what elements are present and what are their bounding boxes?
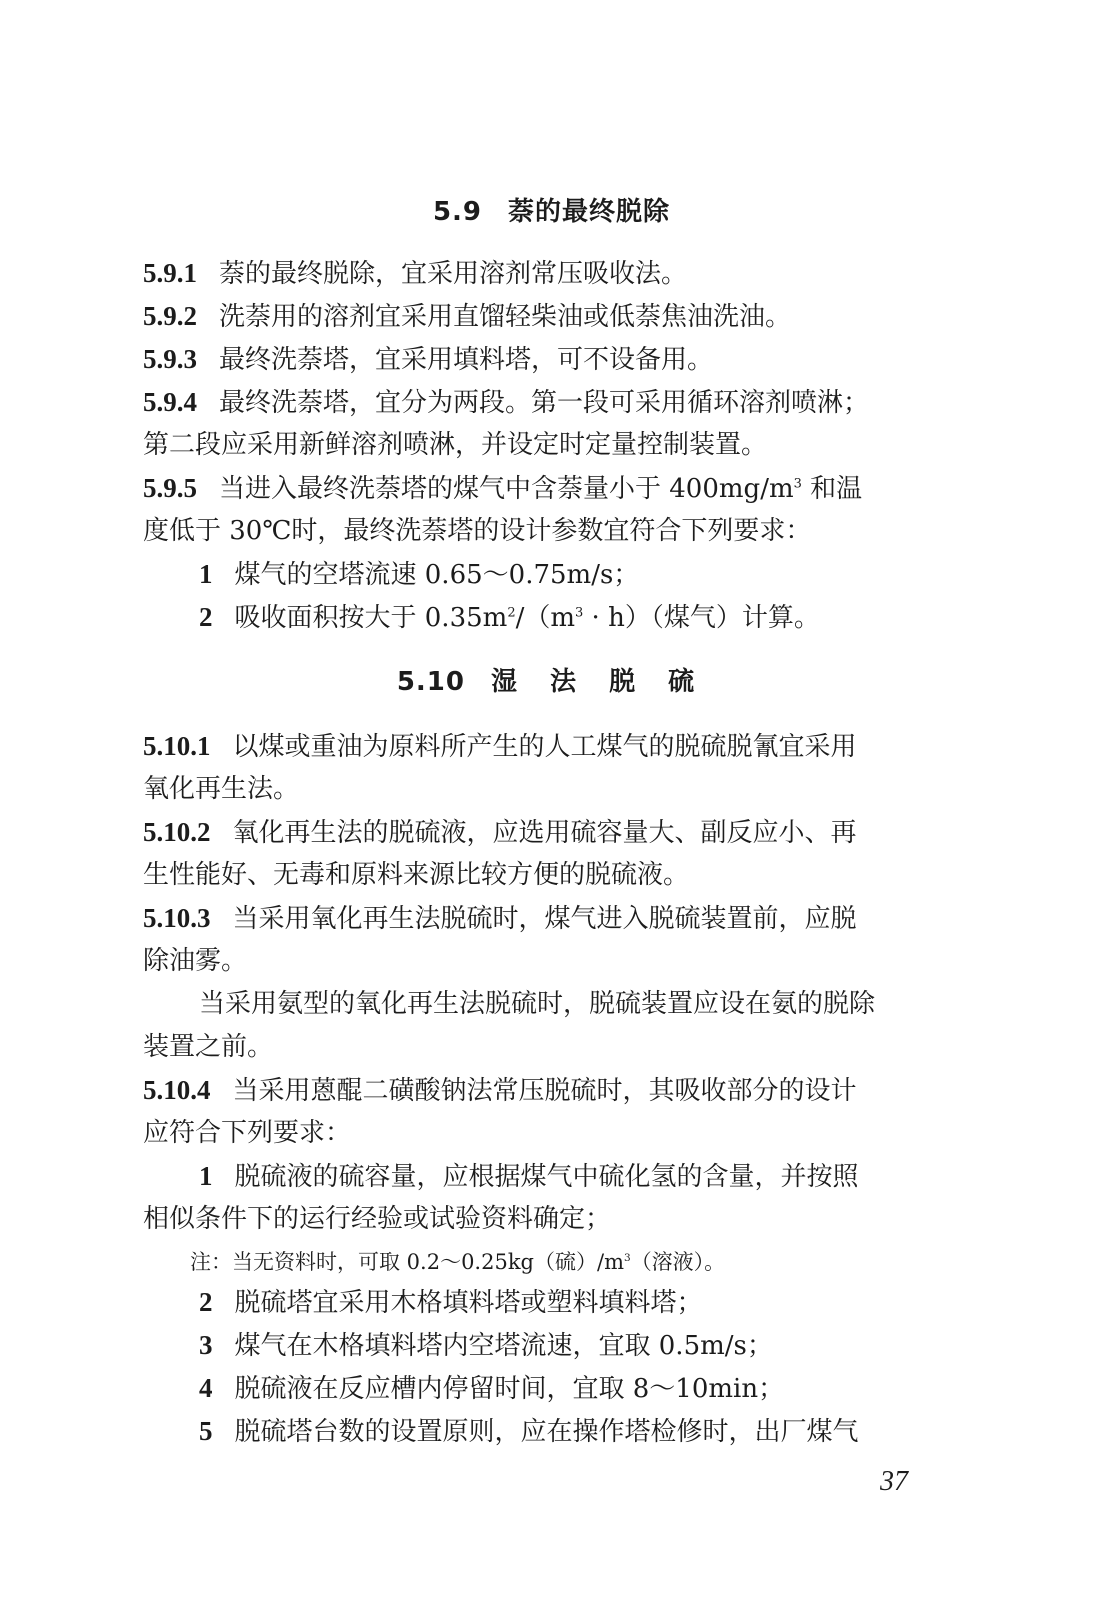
clause-5-10-3-continued <box>143 941 943 981</box>
item-number: 5 <box>199 1416 213 1446</box>
clause-number: 5.9.2 <box>143 301 197 331</box>
item-5-9-5-2 <box>199 597 943 638</box>
section-number: 5.9 <box>432 197 483 227</box>
clause-5-9-5-continued <box>143 511 943 551</box>
clause-text: 当采用蒽醌二磺酸钠法常压脱硫时，其吸收部分的设计 <box>232 1076 857 1106</box>
item-text: /（m <box>515 603 576 633</box>
section-title: 湿 法 脱 硫 <box>491 667 707 697</box>
clause-5-9-4-continued <box>143 425 943 465</box>
clause-5-10-4 <box>143 1070 943 1111</box>
superscript: 2 <box>507 605 516 621</box>
item-5-10-4-4 <box>199 1368 943 1409</box>
clause-number: 5.9.4 <box>143 387 197 417</box>
item-text: 煤气的空塔流速 0.65～0.75m/s； <box>234 560 640 590</box>
clause-text: 洗萘用的溶剂宜采用直馏轻柴油或低萘焦油洗油。 <box>219 302 792 332</box>
item-number: 3 <box>199 1330 213 1360</box>
note-text: 注：当无资料时，可取 0.2～0.25kg（硫）/m <box>190 1250 624 1274</box>
section-heading-5-9 <box>0 192 1103 232</box>
item-number: 2 <box>199 602 213 632</box>
superscript: 3 <box>793 476 802 492</box>
clause-text: 最终洗萘塔，宜采用填料塔，可不设备用。 <box>219 345 714 375</box>
clause-text: 萘的最终脱除，宜采用溶剂常压吸收法。 <box>219 259 688 289</box>
note-text: （溶液）。 <box>630 1250 726 1274</box>
clause-number: 5.10.3 <box>143 903 211 933</box>
clause-5-10-4-continued <box>143 1113 943 1153</box>
clause-text: 应符合下列要求： <box>143 1118 352 1148</box>
clause-5-9-3 <box>143 339 943 380</box>
item-number: 4 <box>199 1373 213 1403</box>
section-title: 萘的最终脱除 <box>508 197 671 227</box>
clause-5-10-3 <box>143 898 943 939</box>
page-number: 37 <box>880 1466 908 1497</box>
clause-text: 生性能好、无毒和原料来源比较方便的脱硫液。 <box>143 860 690 890</box>
clause-text: 度低于 30℃时，最终洗萘塔的设计参数宜符合下列要求： <box>143 516 812 546</box>
section-heading-5-10 <box>0 662 1103 702</box>
clause-5-10-1-continued <box>143 769 943 809</box>
clause-number: 5.10.2 <box>143 817 211 847</box>
clause-text: 第二段应采用新鲜溶剂喷淋，并设定时定量控制装置。 <box>143 430 768 460</box>
item-5-10-4-1-continued <box>143 1199 943 1239</box>
item-text: 脱硫塔宜采用木格填料塔或塑料填料塔； <box>234 1288 703 1318</box>
clause-5-10-2-continued <box>143 855 943 895</box>
clause-text: 装置之前。 <box>143 1032 274 1062</box>
item-text: 脱硫液在反应槽内停留时间，宜取 8～10min； <box>234 1374 785 1404</box>
clause-5-10-1 <box>143 726 943 767</box>
clause-5-10-3-paragraph-2 <box>199 984 943 1024</box>
clause-text: 除油雾。 <box>143 946 248 976</box>
item-text: 相似条件下的运行经验或试验资料确定； <box>143 1204 612 1234</box>
clause-number: 5.9.3 <box>143 344 197 374</box>
item-text: · h）（煤气）计算。 <box>583 603 820 633</box>
clause-text: 当采用氨型的氧化再生法脱硫时，脱硫装置应设在氨的脱除 <box>199 989 876 1019</box>
item-number: 1 <box>199 1161 213 1191</box>
item-text: 脱硫液的硫容量，应根据煤气中硫化氢的含量，并按照 <box>234 1162 859 1192</box>
clause-5-9-2 <box>143 296 943 337</box>
clause-text: 氧化再生法的脱硫液，应选用硫容量大、副反应小、再 <box>232 818 857 848</box>
clause-text: 最终洗萘塔，宜分为两段。第一段可采用循环溶剂喷淋； <box>219 388 870 418</box>
clause-text: 以煤或重油为原料所产生的人工煤气的脱硫脱氰宜采用 <box>232 732 857 762</box>
clause-text: 氧化再生法。 <box>143 774 300 804</box>
clause-number: 5.10.4 <box>143 1075 211 1105</box>
clause-text: 和温 <box>801 474 863 504</box>
item-number: 2 <box>199 1287 213 1317</box>
item-text: 吸收面积按大于 0.35m <box>234 603 508 633</box>
clause-number: 5.9.1 <box>143 258 197 288</box>
item-5-9-5-1 <box>199 554 943 595</box>
item-number: 1 <box>199 559 213 589</box>
section-number: 5.10 <box>396 667 465 697</box>
item-5-10-4-2 <box>199 1282 943 1323</box>
clause-5-10-3-paragraph-2-continued <box>143 1027 943 1067</box>
clause-5-9-1 <box>143 253 943 294</box>
clause-5-9-4 <box>143 382 943 423</box>
clause-number: 5.10.1 <box>143 731 211 761</box>
item-5-10-4-5 <box>199 1411 943 1452</box>
superscript: 3 <box>624 1252 631 1264</box>
clause-5-9-5 <box>143 468 943 509</box>
clause-number: 5.9.5 <box>143 473 197 503</box>
note <box>190 1245 725 1279</box>
item-5-10-4-3 <box>199 1325 943 1366</box>
clause-5-10-2 <box>143 812 943 853</box>
item-5-10-4-1 <box>199 1156 943 1197</box>
clause-text: 当进入最终洗萘塔的煤气中含萘量小于 400mg/m <box>219 474 794 504</box>
superscript: 3 <box>575 605 584 621</box>
clause-text: 当采用氧化再生法脱硫时，煤气进入脱硫装置前，应脱 <box>232 904 857 934</box>
item-text: 脱硫塔台数的设置原则，应在操作塔检修时，出厂煤气 <box>234 1417 859 1447</box>
item-text: 煤气在木格填料塔内空塔流速，宜取 0.5m/s； <box>234 1331 773 1361</box>
